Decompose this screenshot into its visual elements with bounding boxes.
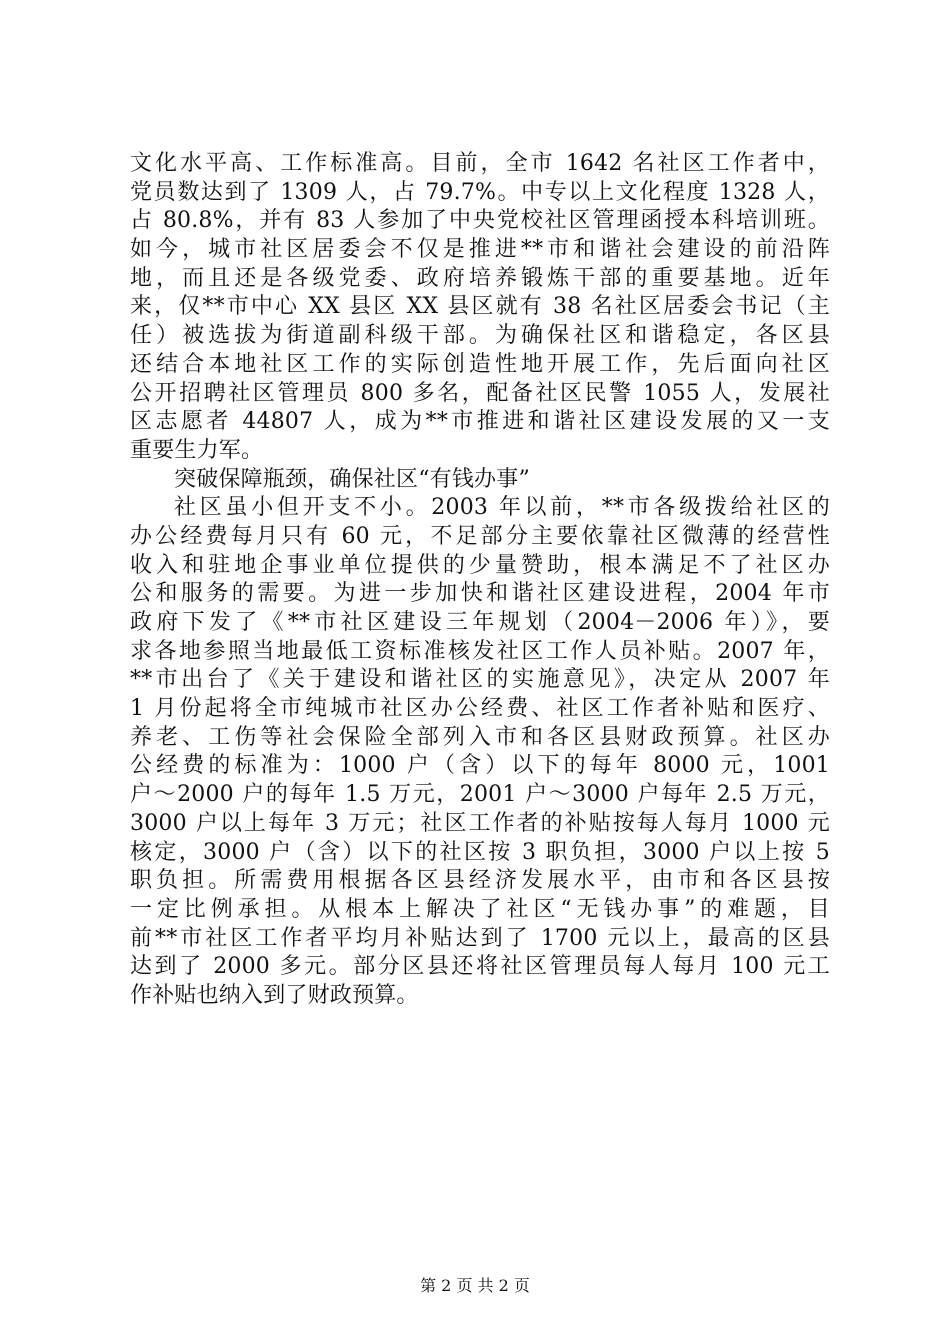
text-line: 如今，城市社区居委会不仅是推进**市和谐社会建设的前沿阵 xyxy=(130,237,830,263)
text-line: 文化水平高、工作标准高。目前，全市 1642 名社区工作者中， xyxy=(130,151,830,176)
text-line: 职负担。所需费用根据各区县经济发展水平，由市和各区县按 xyxy=(130,868,830,894)
text-line: 办公经费每月只有 60 元，不足部分主要依靠社区微薄的经营性 xyxy=(130,523,830,549)
text-line: 重要生力军。 xyxy=(130,437,264,463)
text-line: 求各地参照当地最低工资标准核发社区工作人员补贴。2007 年， xyxy=(130,638,830,664)
text-line: 政府下发了《**市社区建设三年规划（2004－2006 年）》，要 xyxy=(130,610,830,635)
text-line: 作补贴也纳入到了财政预算。 xyxy=(130,982,419,1008)
document-body xyxy=(130,150,830,1011)
text-line: 收入和驻地企事业单位提供的少量赞助，根本满足不了社区办 xyxy=(130,552,830,578)
section-heading: 突破保障瓶颈，确保社区“有钱办事” xyxy=(174,466,530,492)
text-line: 户～2000 户的每年 1.5 万元，2001 户～3000 户每年 2.5 万元， xyxy=(130,782,830,808)
text-line: 党员数达到了 1309 人，占 79.7%。中专以上文化程度 1328 人， xyxy=(130,179,830,205)
text-line: 社区虽小但开支不小。2003 年以前，**市各级拨给社区的 xyxy=(174,495,830,521)
text-line: 核定，3000 户（含）以下的社区按 3 职负担，3000 户以上按 5 xyxy=(130,839,830,865)
text-line: 一定比例承担。从根本上解决了社区“无钱办事”的难题，目 xyxy=(130,896,830,922)
text-line: 地，而且还是各级党委、政府培养锻炼干部的重要基地。近年 xyxy=(130,265,830,291)
text-line: 任）被选拔为街道副科级干部。为确保社区和谐稳定，各区县 xyxy=(130,323,830,349)
text-line: 养老、工伤等社会保险全部列入市和各区县财政预算。社区办 xyxy=(130,724,830,750)
text-line: 前**市社区工作者平均月补贴达到了 1700 元以上，最高的区县 xyxy=(130,925,830,951)
text-line: 公开招聘社区管理员 800 多名，配备社区民警 1055 人，发展社 xyxy=(130,380,830,406)
text-line: 公和服务的需要。为进一步加快和谐社区建设进程，2004 年市 xyxy=(130,581,830,607)
page-footer xyxy=(0,1276,950,1296)
text-line: 区志愿者 44807 人，成为**市推进和谐社区建设发展的又一支 xyxy=(130,409,830,435)
text-line: **市出台了《关于建设和谐社区的实施意见》，决定从 2007 年 xyxy=(130,667,830,693)
text-line: 达到了 2000 多元。部分区县还将社区管理员每人每月 100 元工 xyxy=(130,954,830,980)
text-line: 占 80.8%，并有 83 人参加了中央党校社区管理函授本科培训班。 xyxy=(130,208,830,234)
page-number-label: 第 2 页 共 2 页 xyxy=(420,1276,530,1295)
text-line: 1 月份起将全市纯城市社区办公经费、社区工作者补贴和医疗、 xyxy=(130,696,830,722)
text-line: 公经费的标准为：1000 户（含）以下的每年 8000 元，1001 xyxy=(130,753,830,779)
text-line: 来，仅**市中心 XX 县区 XX 县区就有 38 名社区居委会书记（主 xyxy=(130,294,830,320)
text-line: 3000 户以上每年 3 万元；社区工作者的补贴按每人每月 1000 元 xyxy=(130,810,830,836)
text-line: 还结合本地社区工作的实际创造性地开展工作，先后面向社区 xyxy=(130,351,830,377)
